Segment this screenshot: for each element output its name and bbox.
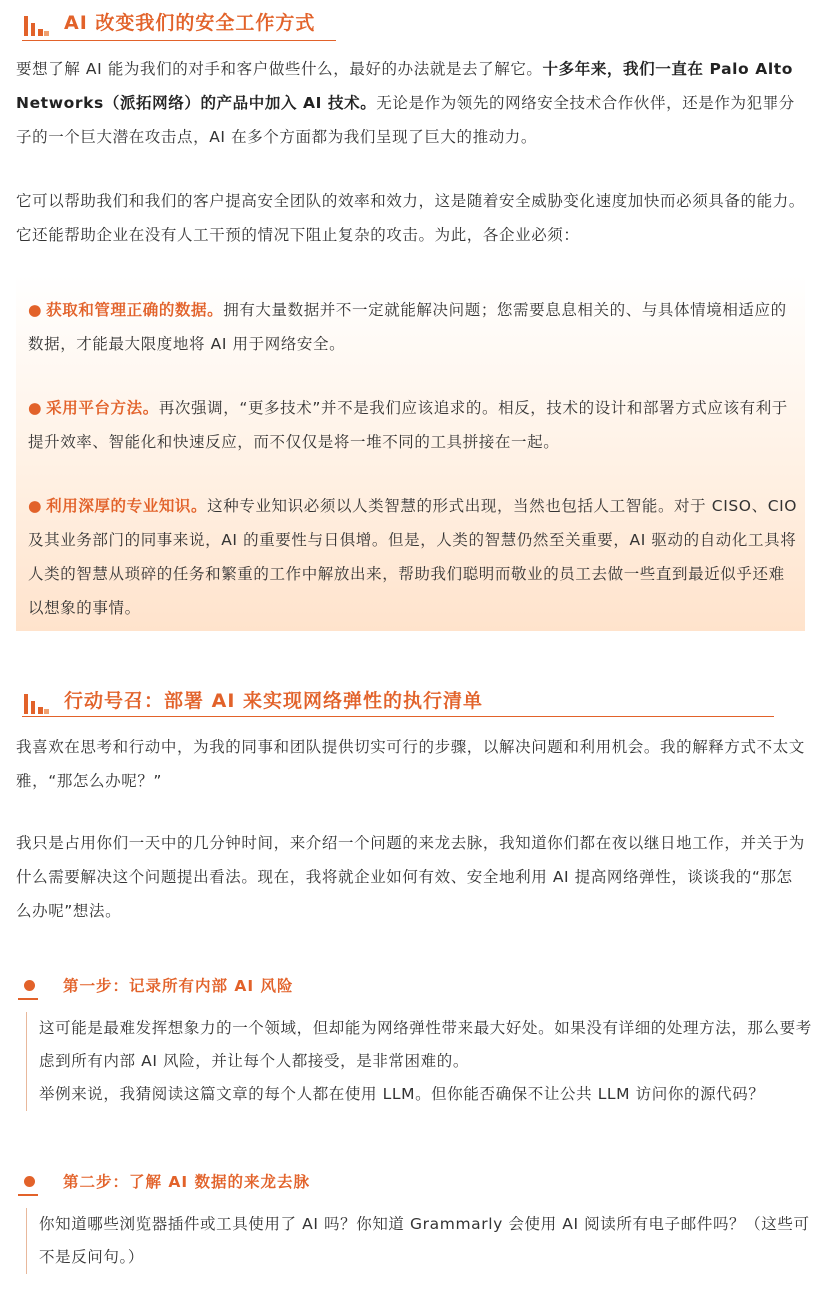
context-paragraph: 我只是占用你们一天中的几分钟时间，来介绍一个问题的来龙去脉，我知道你们都在夜以继日地工作，并关于为什么需要解决这个问题提出看法。现在，我将就企业如何有效、安全地利用 AI 提高网络弹性，谈谈我的“那怎么办呢”想法。: [16, 834, 805, 920]
key-requirements-box: [16, 275, 805, 631]
section-title-rule: [22, 40, 336, 41]
bullet-data: ● 获取和管理正确的数据。拥有大量数据并不一定就能解决问题；您需要息息相关的、与具体情境相适应的数据，才能最大限度地将 AI 用于网络安全。: [28, 301, 787, 353]
step-2-body: [26, 1208, 815, 1274]
bar-chart-icon: [22, 692, 50, 716]
section-header-ai-security: [22, 4, 315, 38]
step-1-marker: [18, 998, 38, 1000]
step-dot-icon: [24, 1176, 35, 1187]
section-title-rule: [22, 716, 774, 717]
section-title: AI 改变我们的安全工作方式: [64, 12, 316, 34]
step-2-text: 你知道哪些浏览器插件或工具使用了 AI 吗？你知道 Grammarly 会使用 AI 阅读所有电子邮件吗？（这些可不是反问句。）: [39, 1215, 810, 1266]
step-1-example: 举例来说，我猜阅读这篇文章的每个人都在使用 LLM。但你能否确保不让公共 LLM 访问你的源代码？: [39, 1085, 765, 1103]
step-1-body: [26, 1012, 815, 1111]
step-1-header: [22, 970, 294, 1000]
step-2-header: [22, 1166, 310, 1196]
bullet-platform: ● 采用平台方法。再次强调，“更多技术”并不是我们应该追求的。相反，技术的设计和部署方式应该有利于提升效率、智能化和快速反应，而不仅仅是将一堆不同的工具拼接在一起。: [28, 399, 788, 451]
step-1-text: 这可能是最难发挥想象力的一个领域，但却能为网络弹性带来最大好处。如果没有详细的处理方法，那么要考虑到所有内部 AI 风险，并让每个人都接受，是非常困难的。: [39, 1019, 812, 1070]
step-1-title: 第一步：记录所有内部 AI 风险: [63, 977, 294, 995]
intro-paragraph: 要想了解 AI 能为我们的对手和客户做些什么，最好的办法就是去了解它。十多年来，我们一直在 Palo Alto Networks（派拓网络）的产品中加入 AI 技术。无论是作为领先的网络安全技术合作伙伴，还是作为犯罪分子的一个巨大潜在攻击点，AI 在多个方面都为我们呈现了巨大的推动力。: [16, 60, 795, 146]
step-dot-icon: [24, 980, 35, 991]
action-paragraph: 我喜欢在思考和行动中，为我的同事和团队提供切实可行的步骤，以解决问题和利用机会。我的解释方式不太文雅，“那怎么办呢？”: [16, 738, 805, 790]
bullet-expertise: ● 利用深厚的专业知识。这种专业知识必须以人类智慧的形式出现，当然也包括人工智能。对于 CISO、CIO 及其业务部门的同事来说，AI 的重要性与日俱增。但是，人类的智慧仍然至关重要，AI 驱动的自动化工具将人类的智慧从琐碎的任务和繁重的工作中解放出来，帮助我们聪明而敬业的员工去做一些直到最近似乎还难以想象的事情。: [28, 497, 798, 617]
section-header-call-to-action: [22, 682, 483, 716]
section-title: 行动号召：部署 AI 来实现网络弹性的执行清单: [64, 690, 484, 712]
bar-chart-icon: [22, 14, 50, 38]
capability-paragraph: 它可以帮助我们和我们的客户提高安全团队的效率和效力，这是随着安全威胁变化速度加快而必须具备的能力。它还能帮助企业在没有人工干预的情况下阻止复杂的攻击。为此，各企业必须：: [16, 192, 805, 244]
step-2-title: 第二步：了解 AI 数据的来龙去脉: [63, 1173, 311, 1191]
step-2-marker: [18, 1194, 38, 1196]
